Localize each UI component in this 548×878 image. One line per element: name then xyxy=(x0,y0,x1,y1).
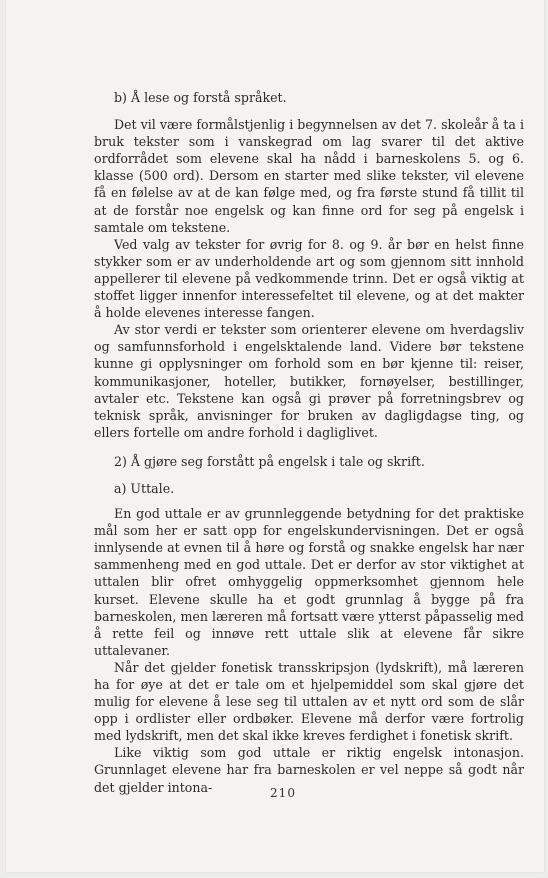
book-page xyxy=(6,0,544,872)
paragraph-4: En god uttale er av grunnleggende betydning for det praktiske mål som her er satt opp for engelskundervisningen. Det er også innlysende at evnen til å høre og forstå og snakke engelsk har nær sammenheng med en god uttale. Det er derfor av stor viktighet at uttalen blir ofret omhyggelig oppmerksomhet gjennom hele kurset. Elevene skulle ha et godt grunnlag å bygge på fra barneskolen, men læreren må fortsatt være ytterst påpasselig med å rette feil og innøve rett uttale slik at elevene får sikre uttalevaner. xyxy=(94,506,524,658)
paragraph-6: Like viktig som god uttale er riktig engelsk intonasjon. Grunnlaget elevene har fra barneskolen er vel neppe så godt når det gjelder intona- xyxy=(94,745,524,795)
paragraph-3: Av stor verdi er tekster som orienterer elevene om hverdagsliv og samfunnsforhold i engelsktalende land. Videre bør tekstene kunne gi opplysninger om forhold som en bør kjenne til: reiser, kommunikasjoner, hoteller, butikker, fornøyelser, bestillinger, avtaler etc. Tekstene kan også gi prøver på forretningsbrev og teknisk språk, anvisninger for bruken av dagligdagse ting, og ellers fortelle om andre forhold i dagliglivet. xyxy=(94,322,524,440)
page-number: 210 xyxy=(270,786,296,800)
section-b-heading: b) Å lese og forstå språket. xyxy=(114,90,287,105)
section-2-heading: 2) Å gjøre seg forstått på engelsk i tale og skrift. xyxy=(114,453,425,469)
paragraph-2: Ved valg av tekster for øvrig for 8. og 9. år bør en helst finne stykker som er av underholdende art og som gjennom sitt innhold appellerer til elevene på vedkommende trinn. Det er også viktig at stoffet ligger innenfor interessefeltet til elevene, og at det makter å holde elevenes interesse fangen. xyxy=(94,236,524,321)
paragraph-1: Det vil være formålstjenlig i begynnelsen av det 7. skoleår å ta i bruk tekster som i vanskegrad om lag svarer til det aktive ordforrådet som elevene skal ha nådd i barneskolens 5. og 6. klasse (500 ord). Dersom en starter med slike tekster, vil elevene få en følelse av at de kan følge med, og fra første stund få tillit til at de forstår noe engelsk og kan finne ord for seg på engelsk i samtale om tekstene. xyxy=(94,117,524,235)
paragraph-5: Når det gjelder fonetisk transskripsjon (lydskrift), må læreren ha for øye at det er tale om et hjelpemiddel som skal gjøre det mulig for elevene å lese seg til uttalen av et nytt ord som de slår opp i ordlister eller ordbøker. Elevene må derfor være fortrolig med lydskrift, men det skal ikke kreves ferdighet i fonetisk skrift. xyxy=(94,659,524,744)
body-text xyxy=(94,89,524,796)
section-a-heading: a) Uttale. xyxy=(114,480,175,496)
